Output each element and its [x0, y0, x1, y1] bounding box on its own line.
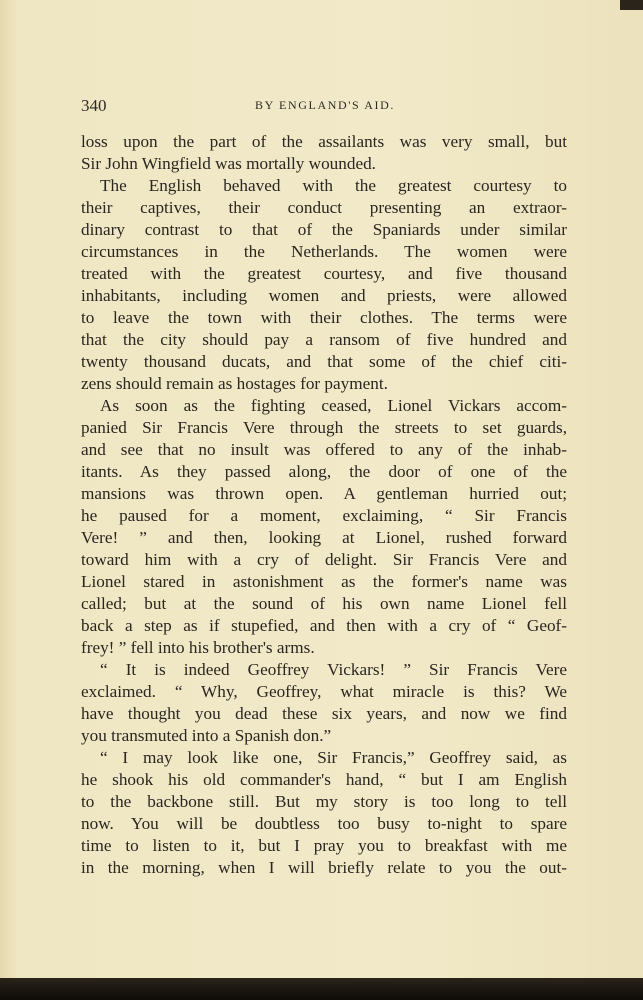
text-line: their captives, their conduct presenting an extraor- — [81, 198, 567, 217]
text-line: “ I may look like one, Sir Francis,” Geoffrey said, as — [100, 748, 567, 767]
text-line: and see that no insult was offered to any of the inhab- — [81, 440, 567, 459]
text-line: you transmuted into a Spanish don.” — [81, 726, 332, 745]
page-number: 340 — [81, 96, 107, 115]
text-line: have thought you dead these six years, and now we find — [81, 704, 567, 723]
text-line: circumstances in the Netherlands. The women were — [81, 242, 567, 261]
text-line: to leave the town with their clothes. The terms were — [81, 308, 567, 327]
text-line: toward him with a cry of delight. Sir Francis Vere and — [81, 550, 567, 569]
text-line: mansions was thrown open. A gentleman hurried out; — [81, 484, 567, 503]
running-head — [81, 96, 569, 116]
text-line: panied Sir Francis Vere through the streets to set guards, — [81, 418, 567, 437]
text-line: back a step as if stupefied, and then with a cry of “ Geof- — [81, 616, 567, 635]
text-line: Lionel stared in astonishment as the former's name was — [81, 572, 567, 591]
text-line: frey! ” fell into his brother's arms. — [81, 638, 315, 657]
text-line: As soon as the fighting ceased, Lionel Vickars accom- — [100, 396, 567, 415]
scan-edge-shadow — [620, 0, 643, 10]
text-line: twenty thousand ducats, and that some of the chief citi- — [81, 352, 567, 371]
text-line: called; but at the sound of his own name Lionel fell — [81, 594, 567, 613]
running-title: BY ENGLAND'S AID. — [255, 98, 395, 112]
text-line: zens should remain as hostages for payment. — [81, 374, 388, 393]
text-line: in the morning, when I will briefly relate to you the out- — [81, 858, 567, 877]
text-line: he shook his old commander's hand, “ but I am English — [81, 770, 567, 789]
text-line: Vere! ” and then, looking at Lionel, rushed forward — [81, 528, 567, 547]
text-line: loss upon the part of the assailants was very small, but — [81, 132, 567, 151]
text-line: inhabitants, including women and priests, were allowed — [81, 286, 567, 305]
text-line: that the city should pay a ransom of five hundred and — [81, 330, 567, 349]
body-text — [81, 131, 567, 879]
text-line: dinary contrast to that of the Spaniards under similar — [81, 220, 567, 239]
scan-bottom-edge — [0, 978, 643, 1000]
text-line: itants. As they passed along, the door of one of the — [81, 462, 567, 481]
text-line: Sir John Wingfield was mortally wounded. — [81, 154, 376, 173]
text-line: treated with the greatest courtesy, and five thousand — [81, 264, 567, 283]
text-line: “ It is indeed Geoffrey Vickars! ” Sir Francis Vere — [100, 660, 567, 679]
text-line: he paused for a moment, exclaiming, “ Sir Francis — [81, 506, 567, 525]
text-line: time to listen to it, but I pray you to breakfast with me — [81, 836, 567, 855]
text-line: exclaimed. “ Why, Geoffrey, what miracle is this? We — [81, 682, 567, 701]
text-line: The English behaved with the greatest courtesy to — [100, 176, 567, 195]
text-line: now. You will be doubtless too busy to-night to spare — [81, 814, 567, 833]
text-line: to the backbone still. But my story is too long to tell — [81, 792, 567, 811]
